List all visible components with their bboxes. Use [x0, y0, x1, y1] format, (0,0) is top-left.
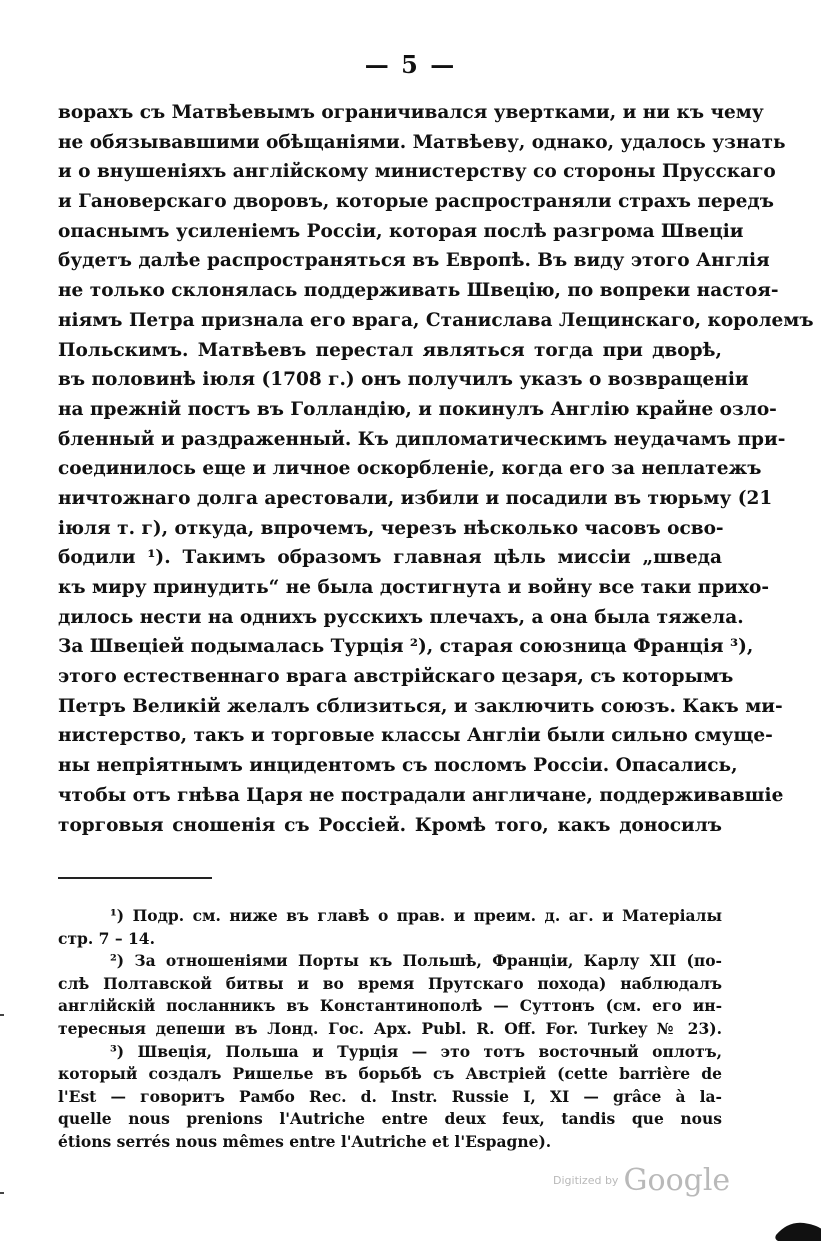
- text-line: дилось нести на однихъ русскихъ плечахъ, а она была тяжела.: [58, 606, 744, 628]
- text-line: Петръ Великій желалъ сблизиться, и заключить союзъ. Какъ ми-: [58, 695, 783, 717]
- footnote-3-line: étions serrés nous mêmes entre l'Autriche et l'Espagne).: [58, 1131, 552, 1151]
- footnote-1-line: ¹) Подр. см. ниже въ главѣ о прав. и преим. д. аг. и Матеріалы: [110, 906, 722, 925]
- text-line: нистерство, такъ и торговые классы Англіи были сильно смуще-: [58, 725, 773, 747]
- scan-edge-mark: [0, 1192, 4, 1194]
- scan-edge-mark: [0, 1014, 4, 1016]
- text-line: За Швеціей подымалась Турція ²), старая союзница Франція ³),: [58, 636, 754, 658]
- footnote-3-line: ³) Швеція, Польша и Турція — это тотъ восточный оплотъ,: [110, 1041, 722, 1061]
- text-line: этого естественнаго врага австрійскаго цезаря, съ которымъ: [58, 666, 734, 688]
- text-line: чтобы отъ гнѣва Царя не пострадали англичане, поддерживавшіе: [58, 784, 784, 806]
- page-number: — 5 —: [364, 50, 457, 79]
- text-line: Польскимъ. Матвѣевъ перестал являться тогда при дворѣ,: [58, 339, 722, 361]
- text-line: къ миру принудить“ не была достигнута и войну все таки прихо-: [58, 577, 770, 598]
- google-logo: Google: [623, 1163, 731, 1198]
- text-line: бодили ¹). Такимъ образомъ главная цѣль миссіи „шведа: [58, 547, 722, 569]
- text-line: соединилось еще и личное оскорбленіе, когда его за неплатежъ: [58, 458, 762, 480]
- footnote-3-line: l'Est — говоритъ Рамбо Rec. d. Instr. Russie I, XI — grâce à la-: [58, 1086, 722, 1106]
- text-line: ничтожнаго долга арестовали, избили и посадили въ тюрьму (21: [58, 487, 773, 509]
- text-line: на прежній постъ въ Голландію, и покинулъ Англію крайне озло-: [58, 398, 777, 420]
- text-line: и Гановерскаго дворовъ, которые распространяли страхъ передъ: [58, 191, 774, 213]
- text-line: опаснымъ усиленіемъ Россіи, которая послѣ разгрома Швеціи: [58, 220, 744, 242]
- text-line: не только склонялась поддерживать Швецію, по вопреки настоя-: [58, 280, 779, 302]
- main-text: [58, 98, 814, 840]
- text-line: іюля т. г), откуда, впрочемъ, черезъ нѣсколько часовъ осво-: [58, 517, 724, 539]
- text-line: и о внушеніяхъ англійскому министерству со стороны Прусскаго: [58, 161, 776, 183]
- footnote-2-line: тересныя депеши въ Лонд. Гос. Арх. Publ. R. Off. For. Turkey № 23).: [58, 1018, 722, 1038]
- digitized-watermark: [553, 1163, 730, 1198]
- footnotes: [58, 905, 722, 1154]
- text-line: бленный и раздраженный. Къ дипломатическимъ неудачамъ при-: [58, 428, 786, 450]
- ink-blot: [774, 1219, 821, 1241]
- text-line: будетъ далѣе распространяться въ Европѣ. Въ виду этого Англія: [58, 250, 770, 272]
- text-line: ворахъ съ Матвѣевымъ ограничивался увертками, и ни къ чему: [58, 102, 764, 123]
- text-line: ніямъ Петра признала его врага, Станислава Лещинскаго, королемъ: [58, 309, 814, 331]
- text-line: торговыя сношенія съ Россіей. Кромѣ того, какъ доносилъ: [58, 814, 722, 836]
- footnote-1-line: стр. 7 – 14.: [58, 928, 155, 948]
- text-line: ны непріятнымъ инцидентомъ съ посломъ Россіи. Опасались,: [58, 755, 738, 777]
- footnote-2-line: слѣ Полтавской битвы и во время Прутскаго похода) наблюдалъ: [58, 973, 722, 993]
- footnote-2-line: англійскій посланникъ въ Константинополѣ — Суттонъ (см. его ин-: [58, 996, 722, 1016]
- footnote-3-line: который создалъ Ришелье въ борьбѣ съ Австріей (cette barrière de: [58, 1064, 722, 1084]
- footnote-2-line: ²) За отношеніями Порты къ Польшѣ, Франціи, Карлу XII (по-: [110, 951, 722, 971]
- footnote-3-line: quelle nous prenions l'Autriche entre deux feux, tandis que nous: [58, 1109, 722, 1129]
- text-line: не обязывавшими обѣщаніями. Матвѣеву, однако, удалось узнать: [58, 131, 786, 153]
- text-line: въ половинѣ іюля (1708 г.) онъ получилъ указъ о возвращеніи: [58, 369, 749, 391]
- watermark-prefix: Digitized by: [553, 1174, 619, 1187]
- footnote-divider: [58, 877, 212, 879]
